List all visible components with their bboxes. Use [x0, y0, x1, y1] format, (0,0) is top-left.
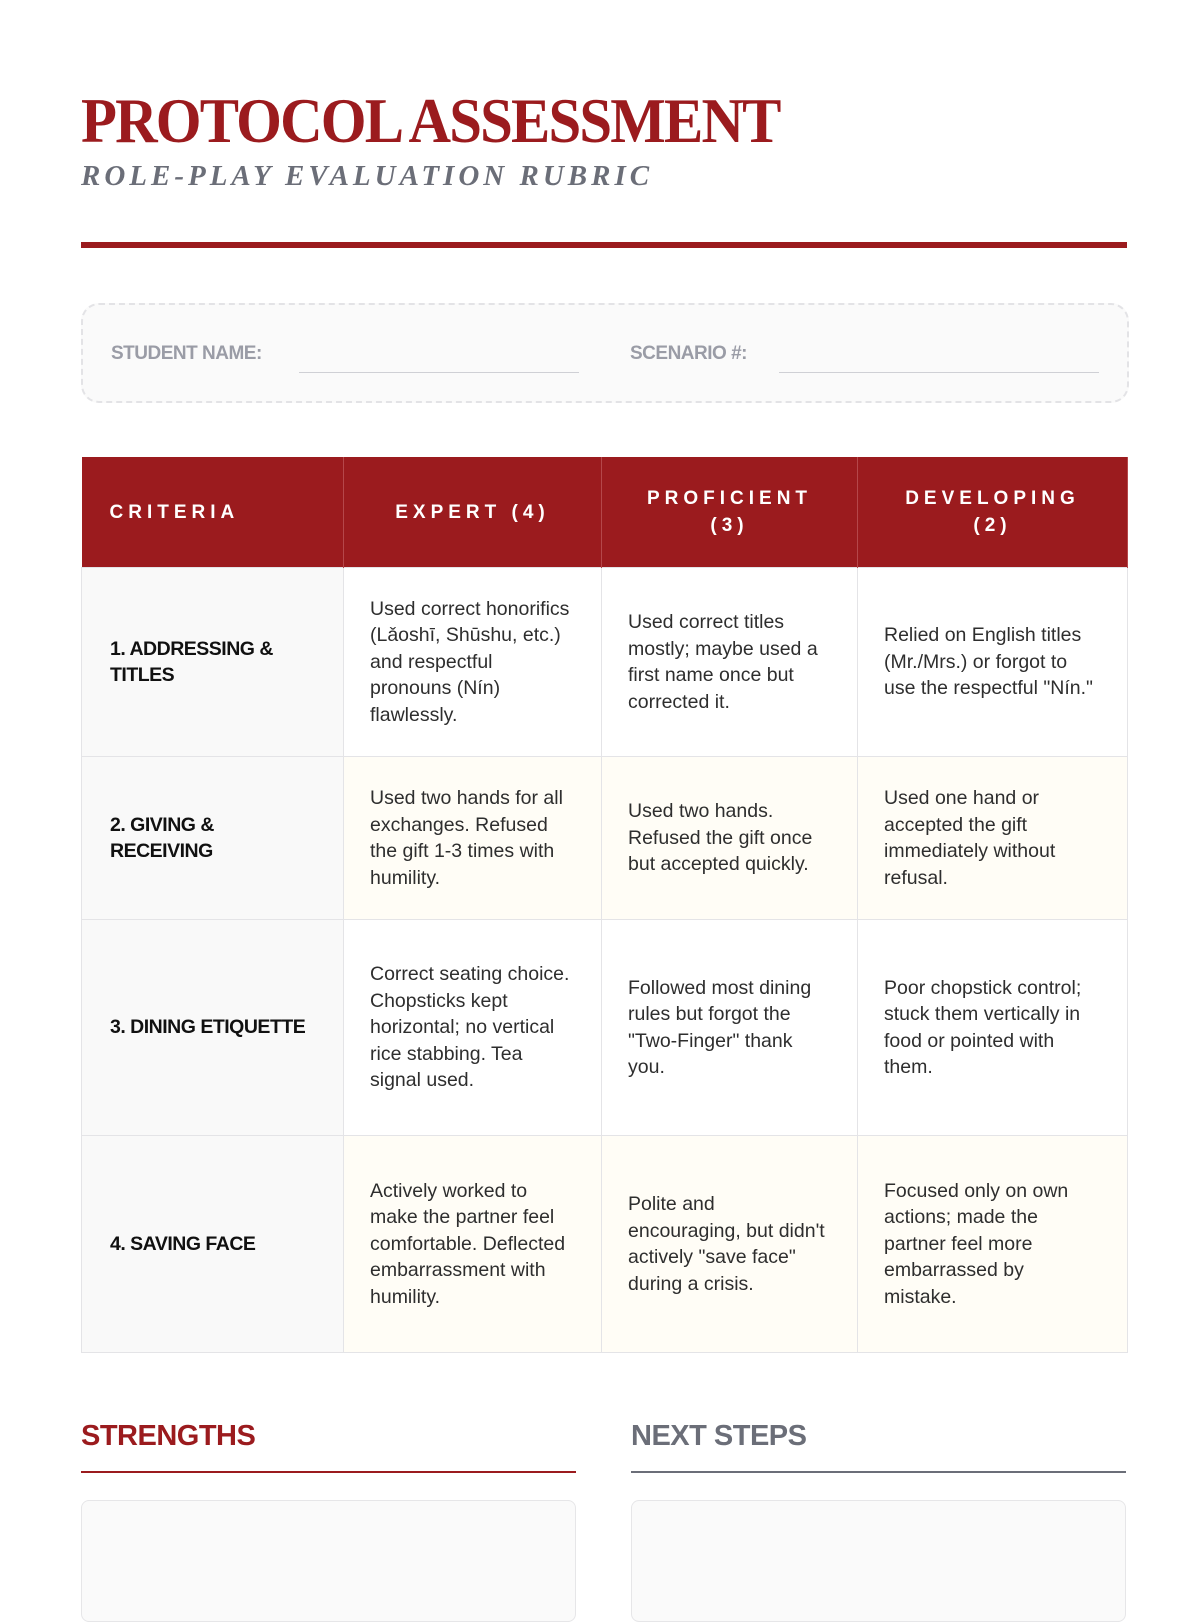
developing-cell: Relied on English titles (Mr./Mrs.) or forgot to use the respectful "Nín.": [858, 568, 1128, 757]
student-info-box: [81, 303, 1129, 403]
expert-cell: Used correct honorifics (Lǎoshī, Shūshu, etc.) and respectful pronouns (Nín) flawlessly.: [344, 568, 602, 757]
scenario-field[interactable]: [779, 372, 1099, 373]
developing-cell: Used one hand or accepted the gift immediately without refusal.: [858, 757, 1128, 920]
student-name-field[interactable]: [299, 372, 579, 373]
expert-cell: Used two hands for all exchanges. Refused the gift 1-3 times with humility.: [344, 757, 602, 920]
expert-cell: Actively worked to make the partner feel comfortable. Deflected embarrassment with humility.: [344, 1136, 602, 1353]
page-subtitle: ROLE-PLAY EVALUATION RUBRIC: [81, 160, 654, 192]
table-header-row: [82, 457, 1128, 568]
next-steps-divider: [631, 1471, 1126, 1473]
rubric-table: [81, 457, 1128, 1353]
criteria-cell: 1. ADDRESSING & TITLES: [82, 568, 344, 757]
table-row: [82, 757, 1128, 920]
table-row: [82, 1136, 1128, 1353]
proficient-cell: Polite and encouraging, but didn't actively "save face" during a crisis.: [602, 1136, 858, 1353]
criteria-cell: 4. SAVING FACE: [82, 1136, 344, 1353]
proficient-cell: Followed most dining rules but forgot the "Two-Finger" thank you.: [602, 920, 858, 1136]
strengths-divider: [81, 1471, 576, 1473]
page-title: PROTOCOL ASSESSMENT: [81, 85, 780, 156]
header-divider: [81, 242, 1127, 248]
criteria-cell: 3. DINING ETIQUETTE: [82, 920, 344, 1136]
criteria-cell: 2. GIVING & RECEIVING: [82, 757, 344, 920]
student-name-label: STUDENT NAME:: [111, 343, 262, 364]
header-criteria: CRITERIA: [82, 457, 344, 568]
expert-cell: Correct seating choice. Chopsticks kept horizontal; no vertical rice stabbing. Tea signal used.: [344, 920, 602, 1136]
next-steps-heading: NEXT STEPS: [631, 1420, 807, 1452]
strengths-box[interactable]: [81, 1500, 576, 1622]
next-steps-box[interactable]: [631, 1500, 1126, 1622]
developing-cell: Focused only on own actions; made the partner feel more embarrassed by mistake.: [858, 1136, 1128, 1353]
header-expert: EXPERT (4): [344, 457, 602, 568]
header-developing: DEVELOPING (2): [858, 457, 1128, 568]
proficient-cell: Used correct titles mostly; maybe used a first name once but corrected it.: [602, 568, 858, 757]
scenario-label: SCENARIO #:: [630, 343, 747, 364]
developing-cell: Poor chopstick control; stuck them vertically in food or pointed with them.: [858, 920, 1128, 1136]
strengths-heading: STRENGTHS: [81, 1420, 256, 1452]
header-proficient: PROFICIENT (3): [602, 457, 858, 568]
table-row: [82, 568, 1128, 757]
proficient-cell: Used two hands. Refused the gift once but accepted quickly.: [602, 757, 858, 920]
table-row: [82, 920, 1128, 1136]
